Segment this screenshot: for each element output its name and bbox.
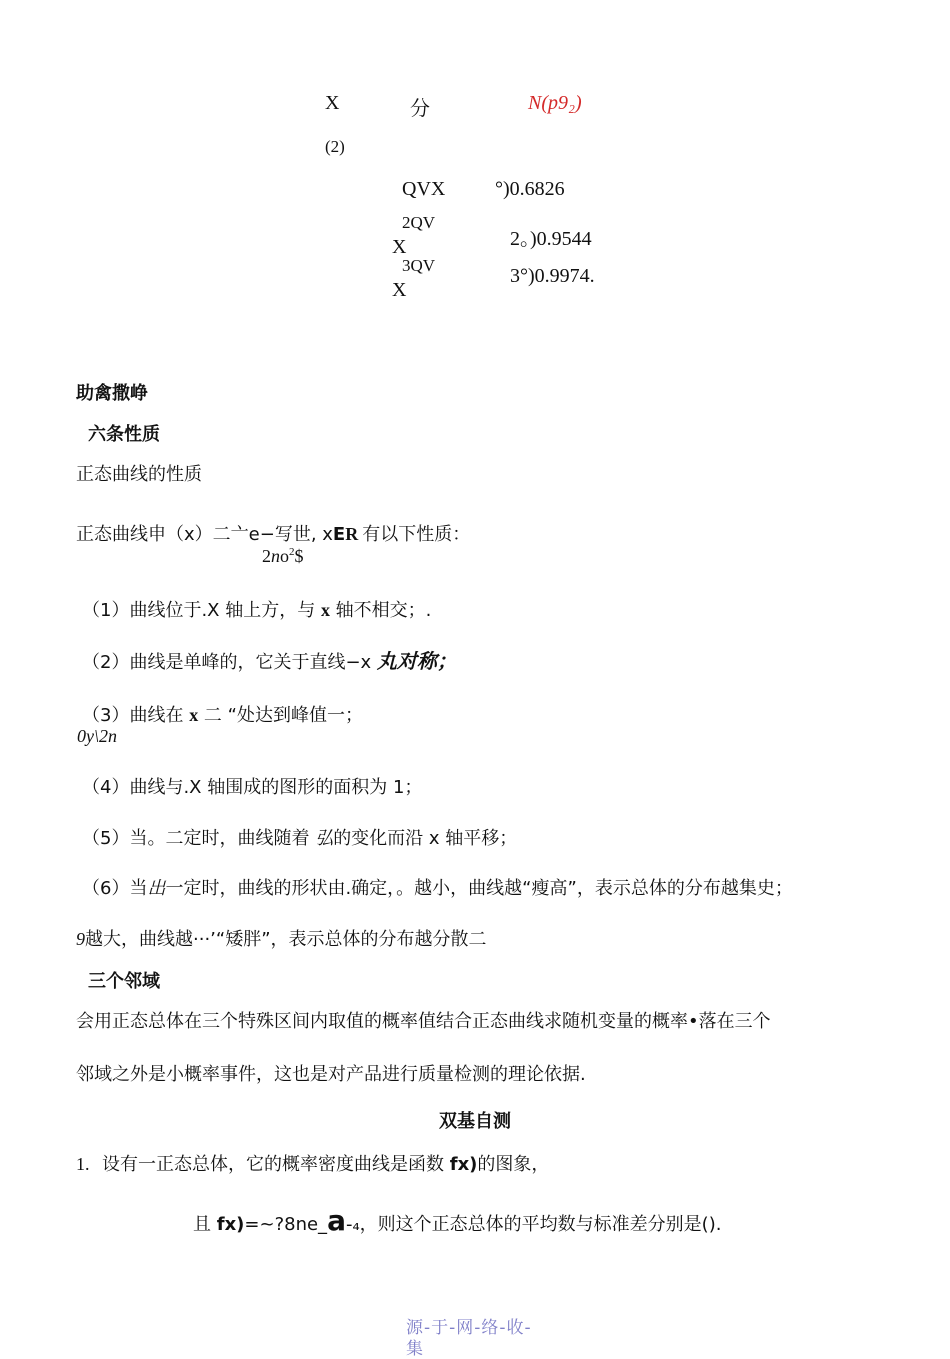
property-1-tail: 轴不相交；. <box>329 600 432 621</box>
property-6-cont-text: 越大，曲线越···’“矮胖”，表示总体的分布越分散二 <box>85 929 487 950</box>
den-sigma: o <box>280 546 289 566</box>
row1-right: °)0.6826 <box>495 178 565 200</box>
item-number: (2) <box>325 137 345 156</box>
property-6 <box>82 874 793 900</box>
property-3 <box>82 701 363 727</box>
property-3-text: （3）曲线在 <box>82 705 190 726</box>
property-3-var: x <box>189 705 199 725</box>
question-1-number: 1. <box>76 1154 90 1174</box>
formula-line <box>76 520 470 546</box>
row3-left-sub-clip <box>392 279 412 301</box>
den-a: 2 <box>262 546 271 566</box>
section-title-properties: 六条性质 <box>88 424 160 445</box>
section-subtitle: 正态曲线的性质 <box>76 464 202 485</box>
property-2-ital: 丸对称； <box>376 649 457 673</box>
fen-char: 分 <box>410 98 430 120</box>
property-1-var: x <box>320 600 330 620</box>
property-6-ital: 出 <box>147 878 166 899</box>
property-5-text: （5）当。二定时，曲线随着 <box>82 828 316 849</box>
property-4-text: （4）曲线与.X 轴围成的图形的面积为 1； <box>82 777 423 798</box>
question-1-expr: =~?8ne_ <box>244 1214 328 1235</box>
question-1-line-1 <box>76 1150 549 1176</box>
formula-prefix: 正态曲线申（x）二亠 <box>76 524 249 545</box>
property-3-den: 0y\2n <box>77 726 117 746</box>
footer-source-2: 集 <box>406 1339 424 1359</box>
formula-e-bold: E <box>332 524 346 545</box>
property-6-cont <box>76 925 487 951</box>
formula-suffix: 有以下性质： <box>362 524 471 545</box>
row3-left: 3QV <box>402 256 436 275</box>
question-1-text: 设有一正态总体，它的概率密度曲线是函数 <box>102 1154 450 1175</box>
question-1-tail-2: -₄，则这个正态总体的平均数与标准差分别是(). <box>345 1214 722 1235</box>
question-1-func: fx) <box>449 1154 478 1175</box>
property-5 <box>82 824 517 850</box>
footer-source: 源-于-网-络-收- <box>406 1318 532 1338</box>
den-tail: $ <box>294 546 304 566</box>
property-1-text: （1）曲线位于.X 轴上方，与 <box>82 600 321 621</box>
formula-e: e <box>248 524 260 545</box>
row2-right: 2。)0.9544 <box>510 228 592 250</box>
property-1 <box>82 596 431 622</box>
property-3-tail: 二 “处达到峰值一； <box>198 705 363 726</box>
row3-right: 3°)0.9974. <box>510 265 595 287</box>
question-1-qie: 且 <box>193 1214 217 1235</box>
den-n: n <box>271 546 280 566</box>
footer-source-clip <box>406 1334 436 1359</box>
property-6-tail: 一定时，曲线的形状由.确定，。越小，曲线越“瘦高”，表示总体的分布越集史； <box>165 878 793 899</box>
question-1-a-large: a <box>327 1204 346 1237</box>
neighborhood-line-1: 会用正态总体在三个特殊区间内取值的概率值结合正态曲线求随机变量的概率•落在三个 <box>76 1011 771 1032</box>
den-sup: 2 <box>289 546 295 558</box>
x-label: X <box>325 92 340 114</box>
question-1-func-2: fx) <box>216 1214 245 1235</box>
formula-mid: −写世, x <box>259 524 333 545</box>
normal-distribution-notation: N(p9₂) <box>528 92 582 114</box>
main-heading: 助禽撒峥 <box>76 383 148 404</box>
property-4 <box>82 773 422 799</box>
section-title-self-test: 双基自测 <box>439 1111 511 1132</box>
property-2-text: （2）曲线是单峰的，它关于直线−x <box>82 652 377 673</box>
property-3-denominator <box>77 726 117 747</box>
row3-left-sub: X <box>392 279 407 301</box>
neighborhood-line-2: 邻域之外是小概率事件，这也是对产品进行质量检测的理论依据. <box>76 1064 586 1085</box>
row1-left: QVX <box>402 178 446 200</box>
question-1-tail: 的图象， <box>477 1154 550 1175</box>
formula-r-bold: R <box>345 524 359 544</box>
section-title-neighborhoods: 三个邻域 <box>88 971 160 992</box>
row2-left-sub: X <box>392 236 407 258</box>
property-2 <box>82 645 457 674</box>
row2-left: 2QV <box>402 213 436 232</box>
formula-denominator <box>262 546 304 567</box>
question-1-line-2 <box>193 1204 721 1237</box>
property-5-ital: 弘 <box>315 828 334 849</box>
property-6-cont-ital: 9 <box>76 929 85 949</box>
property-5-tail: 的变化而沿 x 轴平移； <box>333 828 518 849</box>
property-6-text: （6）当 <box>82 878 148 899</box>
